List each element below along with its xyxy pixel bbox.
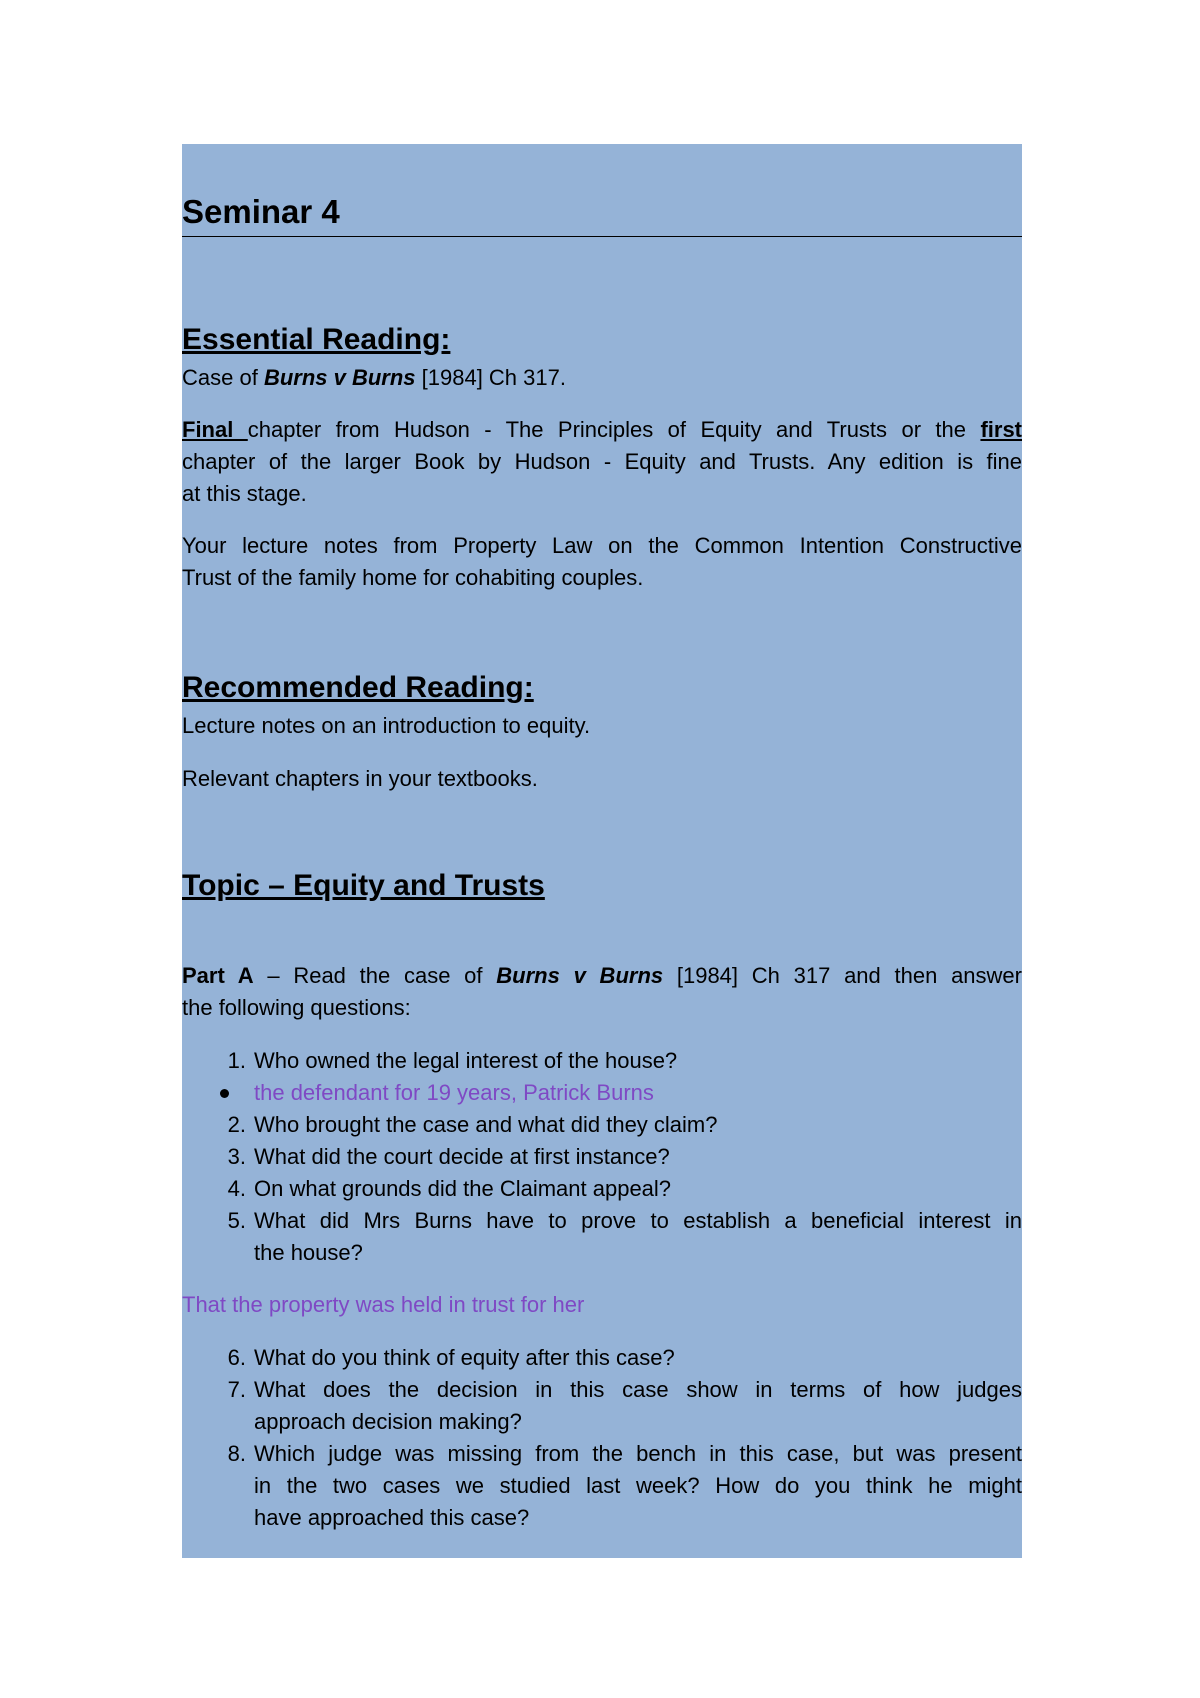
lecture-notes-line-2: Trust of the family home for cohabiting couples.: [182, 565, 644, 590]
question-4-number: 4.: [227, 1176, 246, 1201]
hudson-line-2: chapter of the larger Book by Hudson - Equity and Trusts. Any edition is fine: [182, 449, 1022, 474]
question-8-line-3: have approached this case?: [254, 1505, 530, 1530]
question-7-line-1: What does the decision in this case show in terms of how judges: [254, 1377, 1022, 1402]
question-5-line-1: What did Mrs Burns have to prove to establish a beneficial interest in: [254, 1208, 1022, 1233]
essential-reading-heading: Essential Reading:: [182, 323, 451, 356]
answer-5-text: That the property was held in trust for her: [182, 1292, 585, 1317]
recommended-line-1: Lecture notes on an introduction to equity.: [182, 713, 591, 738]
part-a-intro-text-b: [1984] Ch 317 and then answer: [663, 963, 1022, 988]
question-6-text: What do you think of equity after this case?: [254, 1345, 675, 1370]
bullet-icon: [220, 1089, 229, 1098]
question-7-text: [254, 1374, 1022, 1438]
part-a-case-name: Burns v Burns: [496, 963, 664, 988]
seminar-content-block: [182, 144, 1022, 1558]
question-2-text: Who brought the case and what did they claim?: [254, 1112, 718, 1137]
question-1-text: Who owned the legal interest of the house?: [254, 1048, 678, 1073]
question-7-line-2: approach decision making?: [254, 1409, 522, 1434]
question-5-line-2: the house?: [254, 1240, 363, 1265]
page-title: Seminar 4: [182, 193, 340, 230]
title-divider: [182, 236, 1022, 237]
question-8-line-1: Which judge was missing from the bench in this case, but was present: [254, 1441, 1022, 1466]
part-a-intro-line-1: [182, 960, 1022, 992]
question-6-number: 6.: [227, 1345, 246, 1370]
recommended-reading-heading: Recommended Reading:: [182, 671, 534, 704]
lecture-notes-paragraph: [182, 530, 1022, 594]
question-5-number: 5.: [227, 1208, 246, 1233]
answer-1-text: the defendant for 19 years, Patrick Burns: [254, 1080, 654, 1105]
lecture-notes-line-1: Your lecture notes from Property Law on the Common Intention Constructive: [182, 533, 1022, 558]
question-8-line-2: in the two cases we studied last week? How do you think he might: [254, 1473, 1022, 1498]
hudson-line-3: at this stage.: [182, 481, 307, 506]
part-a-intro-text-a: – Read the case of: [253, 963, 497, 988]
question-5-text: [254, 1205, 1022, 1269]
part-a-label: Part A: [182, 963, 254, 988]
essential-case-suffix: [1984] Ch 317.: [415, 365, 566, 390]
hudson-line-1-text: chapter from Hudson - The Principles of Equity and Trusts or the: [247, 417, 981, 442]
essential-case-line: [182, 362, 566, 394]
topic-heading: Topic – Equity and Trusts: [182, 869, 545, 902]
question-4-text: On what grounds did the Claimant appeal?: [254, 1176, 672, 1201]
question-3-number: 3.: [227, 1144, 246, 1169]
hudson-final-word: Final: [182, 417, 248, 442]
question-2-number: 2.: [227, 1112, 246, 1137]
question-8-text: [254, 1438, 1022, 1534]
part-a-intro: [182, 960, 1022, 1024]
question-1-number: 1.: [227, 1048, 246, 1073]
recommended-line-2: Relevant chapters in your textbooks.: [182, 766, 538, 791]
essential-case-name: Burns v Burns: [263, 365, 416, 390]
question-8-number: 8.: [227, 1441, 246, 1466]
hudson-line-1: [182, 414, 1022, 446]
question-7-number: 7.: [227, 1377, 246, 1402]
part-a-intro-line-2: the following questions:: [182, 995, 411, 1020]
question-3-text: What did the court decide at first instance?: [254, 1144, 670, 1169]
hudson-first-word: first: [980, 417, 1022, 442]
essential-case-prefix: Case of: [182, 365, 264, 390]
hudson-paragraph: [182, 414, 1022, 510]
